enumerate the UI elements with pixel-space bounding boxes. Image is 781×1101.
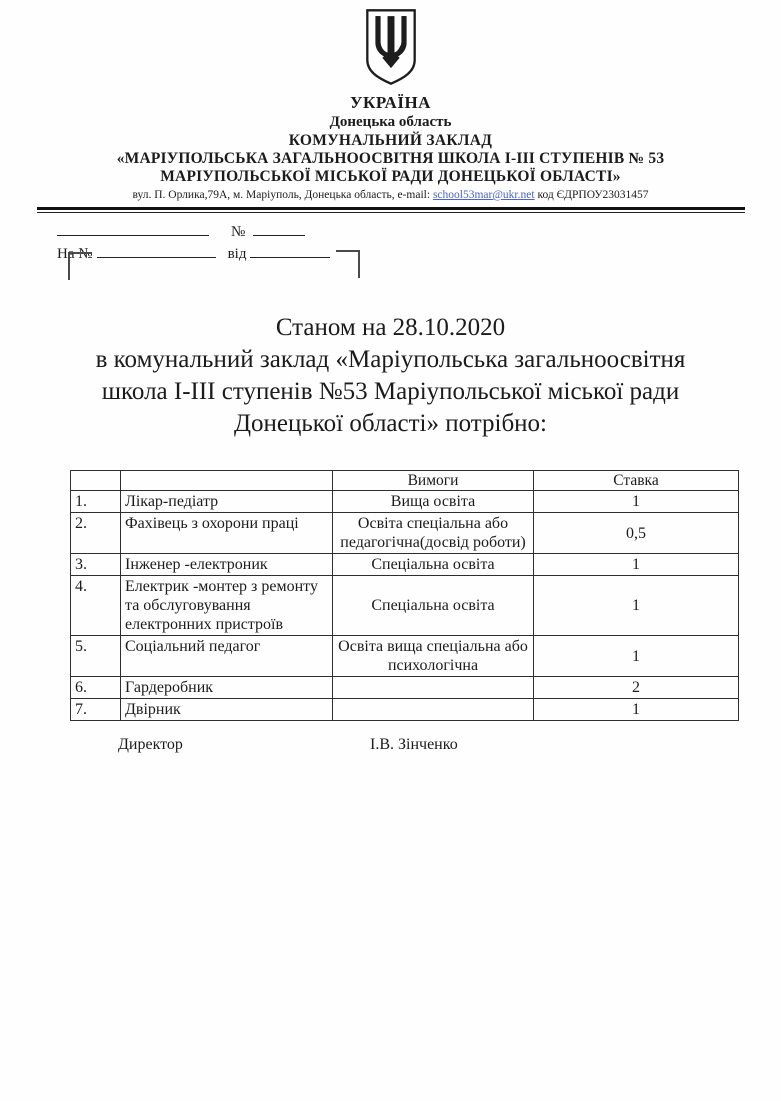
rate-value: 1 — [534, 576, 739, 636]
row-number: 1. — [71, 491, 121, 513]
country-title: УКРАЇНА — [350, 93, 431, 112]
table-row — [71, 636, 739, 677]
paragraph-line-1: в комунальний заклад «Маріупольська загальноосвітня — [95, 346, 686, 373]
incoming-date-blank — [250, 243, 330, 258]
requirements — [333, 699, 534, 721]
table-row — [71, 677, 739, 699]
vacancies-table — [70, 470, 739, 721]
row-number: 5. — [71, 636, 121, 677]
outgoing-date-blank — [57, 221, 209, 236]
position-name: Лікар-педіатр — [121, 491, 333, 513]
signature-name: І.В. Зінченко — [370, 736, 458, 753]
position-name: Гардеробник — [121, 677, 333, 699]
position-name: Двірник — [121, 699, 333, 721]
rate-value: 2 — [534, 677, 739, 699]
org-type: КОМУНАЛЬНИЙ ЗАКЛАД — [288, 132, 493, 149]
header-cell-rate: Ставка — [534, 471, 739, 491]
incoming-number-blank — [97, 243, 216, 258]
requirements: Освіта спеціальна або педагогічна(досвід роботи) — [333, 513, 534, 554]
reference-block — [57, 221, 781, 265]
from-label: від — [227, 246, 247, 262]
signature-title: Директор — [118, 736, 183, 753]
ref-line-outgoing — [57, 221, 781, 243]
outgoing-number-blank — [253, 221, 305, 236]
rate-value: 1 — [534, 554, 739, 576]
rate-value: 1 — [534, 636, 739, 677]
body-paragraph — [0, 312, 781, 440]
rate-value: 1 — [534, 491, 739, 513]
paragraph-line-2: школа І-ІІІ ступенів №53 Маріупольської міської ради — [101, 378, 680, 405]
position-name: Соціальний педагог — [121, 636, 333, 677]
org-name-line1: «МАРІУПОЛЬСЬКА ЗАГАЛЬНООСВІТНЯ ШКОЛА І-ІІІ СТУПЕНІВ № 53 — [116, 150, 665, 167]
date-line: Станом на 28.10.2020 — [275, 314, 506, 341]
addressee-corner-mark-right — [336, 250, 360, 278]
row-number: 6. — [71, 677, 121, 699]
header-separator-rule — [37, 207, 745, 213]
table-row — [71, 699, 739, 721]
org-name-line2: МАРІУПОЛЬСЬКОЇ МІСЬКОЇ РАДИ ДОНЕЦЬКОЇ ОБЛАСТІ» — [160, 168, 621, 185]
table-row — [71, 491, 739, 513]
requirements — [333, 677, 534, 699]
header-cell-empty-2 — [121, 471, 333, 491]
ref-line-incoming — [57, 243, 781, 265]
number-sign-label: № — [231, 224, 246, 240]
header-cell-empty-1 — [71, 471, 121, 491]
row-number: 3. — [71, 554, 121, 576]
address-prefix: вул. П. Орлика,79А, м. Маріуполь, Донецька область, e-mail: — [132, 189, 433, 201]
requirements: Вища освіта — [333, 491, 534, 513]
row-number: 4. — [71, 576, 121, 636]
table-row — [71, 513, 739, 554]
position-name: Фахівець з охорони праці — [121, 513, 333, 554]
addressee-corner-mark-left — [68, 252, 92, 280]
requirements: Освіта вища спеціальна або психологічна — [333, 636, 534, 677]
row-number: 2. — [71, 513, 121, 554]
header-cell-requirements: Вимоги — [333, 471, 534, 491]
letterhead — [0, 0, 781, 201]
address-line — [0, 189, 781, 201]
email-link[interactable]: school53mar@ukr.net — [432, 189, 535, 201]
paragraph-line-3: Донецької області» потрібно: — [233, 410, 548, 437]
ukraine-trident-emblem-icon — [362, 8, 420, 86]
table-header-row — [71, 471, 739, 491]
position-name: Електрик -монтер з ремонту та обслуговування електронних пристроїв — [121, 576, 333, 636]
requirements: Спеціальна освіта — [333, 576, 534, 636]
position-name: Інженер -електроник — [121, 554, 333, 576]
region-title: Донецька область — [329, 114, 452, 130]
table-row — [71, 554, 739, 576]
rate-value: 1 — [534, 699, 739, 721]
rate-value: 0,5 — [534, 513, 739, 554]
on-number-label: На № — [57, 246, 93, 262]
address-suffix: код ЄДРПОУ23031457 — [534, 189, 649, 201]
row-number: 7. — [71, 699, 121, 721]
table-row — [71, 576, 739, 636]
requirements: Спеціальна освіта — [333, 554, 534, 576]
